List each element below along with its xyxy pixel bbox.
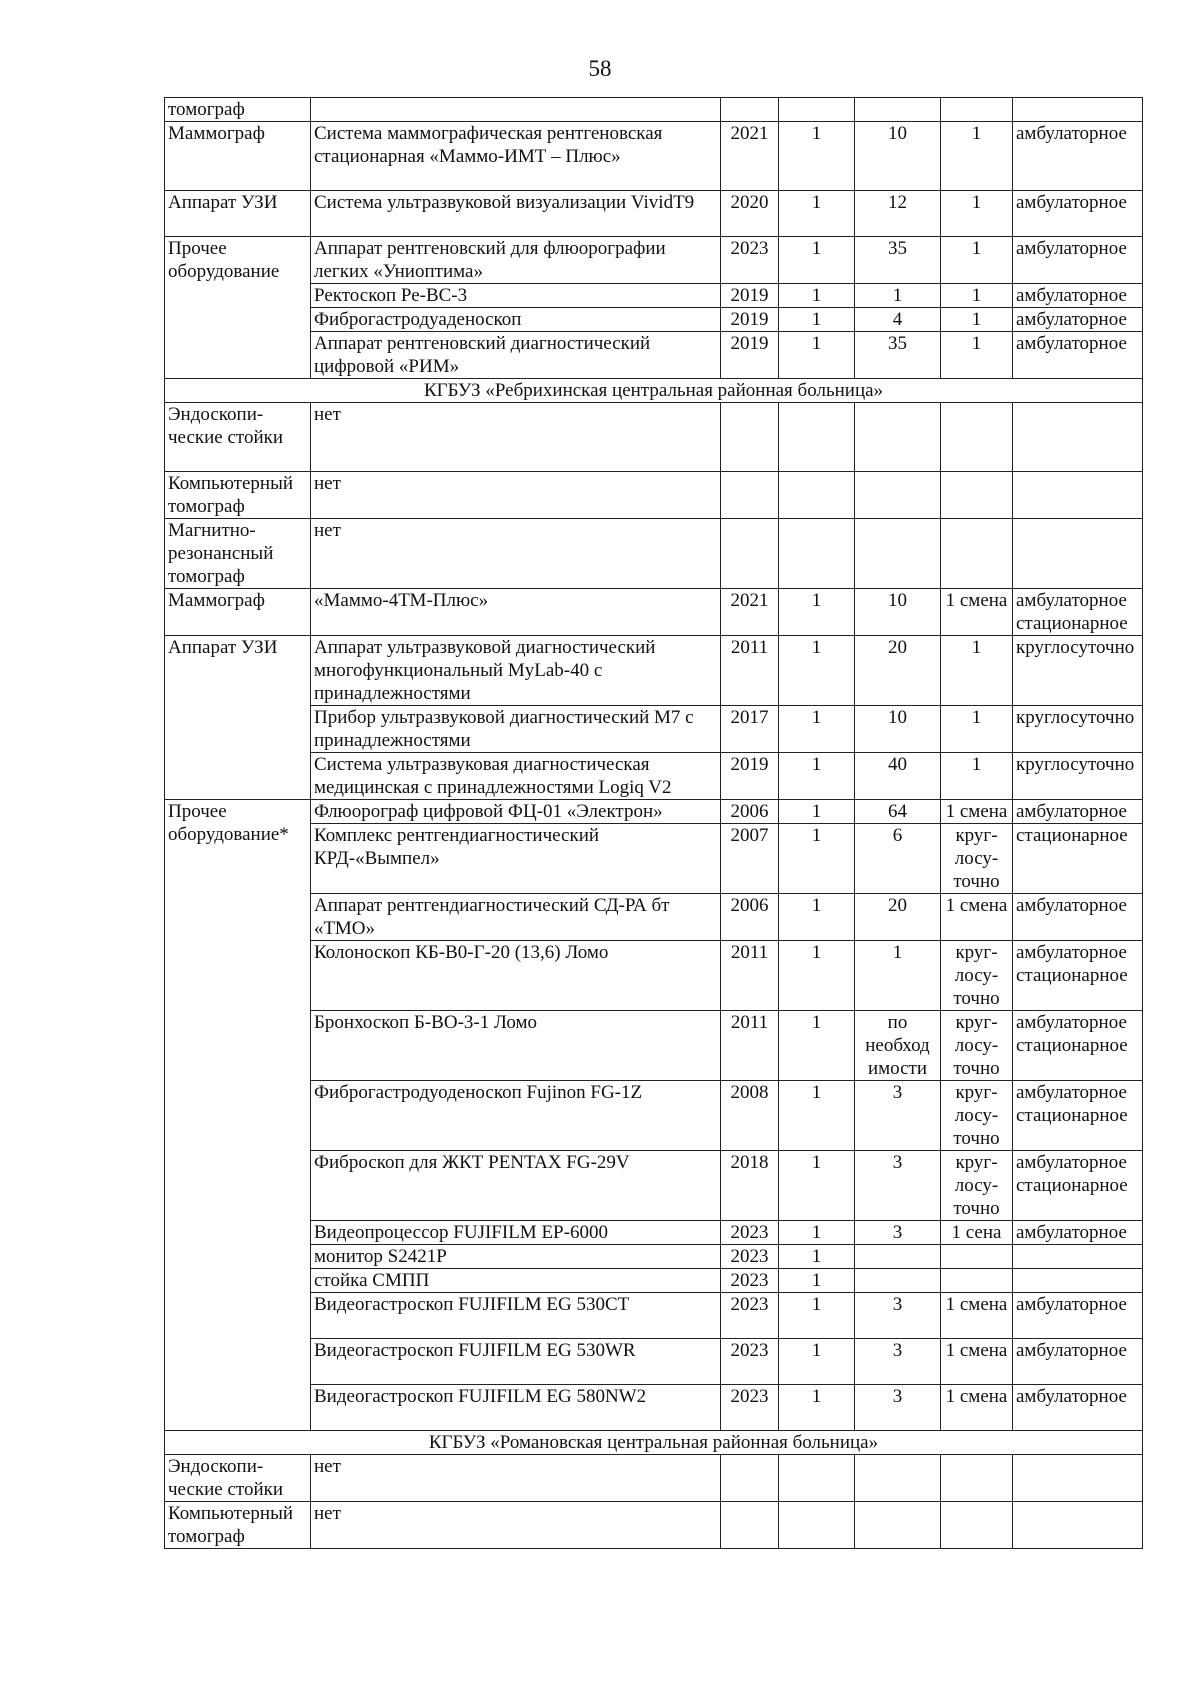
quantity-cell <box>779 1455 855 1502</box>
table-row <box>165 636 1143 706</box>
load-cell <box>855 1245 941 1269</box>
category-cell: Прочее оборудование <box>165 237 311 379</box>
table-row <box>165 941 1143 1011</box>
quantity-cell <box>779 519 855 589</box>
table-row <box>165 237 1143 284</box>
year-cell: 2007 <box>721 824 779 894</box>
category-cell: Маммограф <box>165 589 311 636</box>
equipment-name-cell: Система маммографическая рентгеновская стационарная «Маммо-ИМТ – Плюс» <box>311 122 721 191</box>
table-row <box>165 1221 1143 1245</box>
mode-cell <box>1013 1455 1143 1502</box>
table-row <box>165 519 1143 589</box>
table-row <box>165 1339 1143 1385</box>
table-row <box>165 1293 1143 1339</box>
equipment-name-cell: нет <box>311 472 721 519</box>
section-heading-row <box>165 1431 1143 1455</box>
table-row <box>165 191 1143 237</box>
equipment-name-cell: Фиброгастродуоденоскоп Fujinon FG-1Z <box>311 1081 721 1151</box>
year-cell: 2021 <box>721 589 779 636</box>
shifts-cell: 1 <box>941 332 1013 379</box>
year-cell: 2017 <box>721 706 779 753</box>
equipment-name-cell: Аппарат ультразвуковой диагностический многофункциональный MyLab-40 с принадлежностями <box>311 636 721 706</box>
year-cell: 2023 <box>721 1245 779 1269</box>
table-row <box>165 1269 1143 1293</box>
quantity-cell: 1 <box>779 753 855 800</box>
shifts-cell: круг-лосу-точно <box>941 824 1013 894</box>
quantity-cell: 1 <box>779 237 855 284</box>
year-cell: 2023 <box>721 1339 779 1385</box>
mode-cell <box>1013 1269 1143 1293</box>
mode-cell: круглосуточно <box>1013 636 1143 706</box>
category-cell: Аппарат УЗИ <box>165 636 311 800</box>
shifts-cell: 1 <box>941 706 1013 753</box>
load-cell: 10 <box>855 706 941 753</box>
load-cell: 64 <box>855 800 941 824</box>
equipment-name-cell: Видеогастроскоп FUJIFILM EG 580NW2 <box>311 1385 721 1431</box>
quantity-cell: 1 <box>779 894 855 941</box>
year-cell: 2019 <box>721 308 779 332</box>
table-row <box>165 1502 1143 1549</box>
equipment-name-cell: Фиброскоп для ЖКТ PENTAX FG-29V <box>311 1151 721 1221</box>
table-row <box>165 1455 1143 1502</box>
section-heading-row <box>165 379 1143 403</box>
year-cell: 2023 <box>721 1293 779 1339</box>
mode-cell: круглосуточно <box>1013 753 1143 800</box>
quantity-cell: 1 <box>779 1221 855 1245</box>
equipment-name-cell: Видеогастроскоп FUJIFILM EG 530CT <box>311 1293 721 1339</box>
quantity-cell: 1 <box>779 589 855 636</box>
load-cell: 1 <box>855 941 941 1011</box>
mode-cell: амбулаторное <box>1013 1385 1143 1431</box>
mode-cell: стационарное <box>1013 824 1143 894</box>
mode-cell <box>1013 98 1143 122</box>
quantity-cell <box>779 1502 855 1549</box>
shifts-cell: круг-лосу-точно <box>941 941 1013 1011</box>
mode-cell <box>1013 1245 1143 1269</box>
equipment-name-cell: Фиброгастродуаденоскоп <box>311 308 721 332</box>
equipment-name-cell: Аппарат рентгендиагностический СД-РА бт «ТМО» <box>311 894 721 941</box>
load-cell: 3 <box>855 1221 941 1245</box>
mode-cell <box>1013 472 1143 519</box>
load-cell: по необход имости <box>855 1011 941 1081</box>
shifts-cell: 1 <box>941 237 1013 284</box>
equipment-name-cell: Видеогастроскоп FUJIFILM EG 530WR <box>311 1339 721 1385</box>
mode-cell: амбулаторное стационарное <box>1013 589 1143 636</box>
shifts-cell <box>941 519 1013 589</box>
year-cell: 2023 <box>721 1221 779 1245</box>
load-cell: 6 <box>855 824 941 894</box>
page-number: 58 <box>588 56 612 81</box>
year-cell: 2011 <box>721 1011 779 1081</box>
load-cell <box>855 1269 941 1293</box>
equipment-table <box>164 97 1143 1549</box>
mode-cell: амбулаторное стационарное <box>1013 1011 1143 1081</box>
table-row <box>165 332 1143 379</box>
quantity-cell <box>779 472 855 519</box>
category-cell: Магнитно-резонансный томограф <box>165 519 311 589</box>
equipment-name-cell: Аппарат рентгеновский для флюорографии легких «Униоптима» <box>311 237 721 284</box>
quantity-cell: 1 <box>779 191 855 237</box>
shifts-cell <box>941 472 1013 519</box>
year-cell <box>721 1455 779 1502</box>
quantity-cell <box>779 98 855 122</box>
load-cell <box>855 98 941 122</box>
shifts-cell: круг-лосу-точно <box>941 1011 1013 1081</box>
table-row <box>165 800 1143 824</box>
shifts-cell: 1 смена <box>941 1385 1013 1431</box>
shifts-cell: 1 смена <box>941 894 1013 941</box>
table-row <box>165 753 1143 800</box>
quantity-cell: 1 <box>779 800 855 824</box>
quantity-cell: 1 <box>779 1081 855 1151</box>
category-cell: томограф <box>165 98 311 122</box>
shifts-cell <box>941 98 1013 122</box>
mode-cell: амбулаторное <box>1013 284 1143 308</box>
quantity-cell: 1 <box>779 1245 855 1269</box>
year-cell: 2006 <box>721 800 779 824</box>
mode-cell: амбулаторное <box>1013 1293 1143 1339</box>
shifts-cell: 1 <box>941 753 1013 800</box>
load-cell: 3 <box>855 1385 941 1431</box>
table-row <box>165 122 1143 191</box>
load-cell: 3 <box>855 1293 941 1339</box>
quantity-cell: 1 <box>779 941 855 1011</box>
quantity-cell: 1 <box>779 1385 855 1431</box>
category-cell: Компьютерный томограф <box>165 472 311 519</box>
quantity-cell: 1 <box>779 824 855 894</box>
year-cell: 2023 <box>721 1269 779 1293</box>
section-heading: КГБУЗ «Романовская центральная районная больница» <box>165 1431 1143 1455</box>
year-cell: 2023 <box>721 237 779 284</box>
equipment-name-cell <box>311 98 721 122</box>
shifts-cell: 1 <box>941 636 1013 706</box>
shifts-cell: 1 смена <box>941 800 1013 824</box>
year-cell: 2008 <box>721 1081 779 1151</box>
equipment-name-cell: Флюорограф цифровой ФЦ-01 «Электрон» <box>311 800 721 824</box>
load-cell: 35 <box>855 332 941 379</box>
mode-cell <box>1013 403 1143 472</box>
table-row <box>165 1011 1143 1081</box>
year-cell: 2023 <box>721 1385 779 1431</box>
shifts-cell <box>941 1269 1013 1293</box>
year-cell: 2019 <box>721 284 779 308</box>
load-cell: 10 <box>855 122 941 191</box>
load-cell: 12 <box>855 191 941 237</box>
year-cell: 2011 <box>721 941 779 1011</box>
load-cell: 10 <box>855 589 941 636</box>
equipment-name-cell: Ректоскоп Ре-ВС-3 <box>311 284 721 308</box>
table-row <box>165 1385 1143 1431</box>
mode-cell: амбулаторное <box>1013 332 1143 379</box>
equipment-name-cell: Система ультразвуковая диагностическая медицинская с принадлежностями Logiq V2 <box>311 753 721 800</box>
year-cell <box>721 472 779 519</box>
category-cell: Прочее оборудование* <box>165 800 311 1431</box>
year-cell <box>721 1502 779 1549</box>
table-row <box>165 824 1143 894</box>
load-cell: 4 <box>855 308 941 332</box>
equipment-name-cell: Комплекс рентгендиагностический КРД-«Вымпел» <box>311 824 721 894</box>
table-row <box>165 284 1143 308</box>
category-cell: Маммограф <box>165 122 311 191</box>
mode-cell <box>1013 519 1143 589</box>
year-cell: 2006 <box>721 894 779 941</box>
table-row <box>165 98 1143 122</box>
quantity-cell: 1 <box>779 284 855 308</box>
year-cell: 2018 <box>721 1151 779 1221</box>
mode-cell: амбулаторное <box>1013 1339 1143 1385</box>
table-row <box>165 1081 1143 1151</box>
load-cell: 3 <box>855 1151 941 1221</box>
mode-cell: амбулаторное <box>1013 122 1143 191</box>
shifts-cell: 1 смена <box>941 1293 1013 1339</box>
quantity-cell: 1 <box>779 1293 855 1339</box>
load-cell <box>855 1502 941 1549</box>
equipment-name-cell: Бронхоскоп Б-ВО-3-1 Ломо <box>311 1011 721 1081</box>
quantity-cell: 1 <box>779 122 855 191</box>
equipment-name-cell: «Маммо-4ТМ-Плюс» <box>311 589 721 636</box>
year-cell: 2019 <box>721 332 779 379</box>
shifts-cell: круг-лосу-точно <box>941 1081 1013 1151</box>
shifts-cell: 1 сена <box>941 1221 1013 1245</box>
equipment-name-cell: Система ультразвуковой визуализации VividT9 <box>311 191 721 237</box>
equipment-name-cell: стойка СМПП <box>311 1269 721 1293</box>
load-cell: 3 <box>855 1339 941 1385</box>
load-cell: 40 <box>855 753 941 800</box>
quantity-cell: 1 <box>779 706 855 753</box>
category-cell: Эндоскопи-ческие стойки <box>165 403 311 472</box>
load-cell: 20 <box>855 894 941 941</box>
load-cell <box>855 1455 941 1502</box>
mode-cell: амбулаторное стационарное <box>1013 941 1143 1011</box>
section-heading: КГБУЗ «Ребрихинская центральная районная больница» <box>165 379 1143 403</box>
load-cell: 20 <box>855 636 941 706</box>
mode-cell: амбулаторное стационарное <box>1013 1151 1143 1221</box>
table-row <box>165 403 1143 472</box>
equipment-name-cell: монитор S2421P <box>311 1245 721 1269</box>
category-cell: Компьютерный томограф <box>165 1502 311 1549</box>
year-cell <box>721 98 779 122</box>
shifts-cell: 1 <box>941 122 1013 191</box>
equipment-name-cell: Видеопроцессор FUJIFILM EP-6000 <box>311 1221 721 1245</box>
shifts-cell: 1 смена <box>941 589 1013 636</box>
quantity-cell <box>779 403 855 472</box>
equipment-name-cell: нет <box>311 403 721 472</box>
shifts-cell: 1 <box>941 284 1013 308</box>
table-row <box>165 1245 1143 1269</box>
shifts-cell: круг-лосу-точно <box>941 1151 1013 1221</box>
year-cell <box>721 519 779 589</box>
mode-cell <box>1013 1502 1143 1549</box>
quantity-cell: 1 <box>779 308 855 332</box>
equipment-name-cell: Аппарат рентгеновский диагностический цифровой «РИМ» <box>311 332 721 379</box>
load-cell: 1 <box>855 284 941 308</box>
equipment-name-cell: Колоноскоп КБ-В0-Г-20 (13,6) Ломо <box>311 941 721 1011</box>
mode-cell: амбулаторное <box>1013 800 1143 824</box>
equipment-name-cell: нет <box>311 519 721 589</box>
year-cell: 2019 <box>721 753 779 800</box>
year-cell: 2011 <box>721 636 779 706</box>
equipment-name-cell: Прибор ультразвуковой диагностический M7 с принадлежностями <box>311 706 721 753</box>
quantity-cell: 1 <box>779 1269 855 1293</box>
quantity-cell: 1 <box>779 332 855 379</box>
shifts-cell: 1 смена <box>941 1339 1013 1385</box>
year-cell <box>721 403 779 472</box>
table-row <box>165 308 1143 332</box>
quantity-cell: 1 <box>779 636 855 706</box>
table-row <box>165 1151 1143 1221</box>
equipment-name-cell: нет <box>311 1502 721 1549</box>
load-cell <box>855 472 941 519</box>
table-row <box>165 706 1143 753</box>
mode-cell: амбулаторное стационарное <box>1013 1081 1143 1151</box>
category-cell: Эндоскопи-ческие стойки <box>165 1455 311 1502</box>
shifts-cell: 1 <box>941 308 1013 332</box>
quantity-cell: 1 <box>779 1011 855 1081</box>
mode-cell: амбулаторное <box>1013 308 1143 332</box>
mode-cell: амбулаторное <box>1013 1221 1143 1245</box>
mode-cell: амбулаторное <box>1013 191 1143 237</box>
shifts-cell <box>941 1455 1013 1502</box>
mode-cell: амбулаторное <box>1013 237 1143 284</box>
table-row <box>165 472 1143 519</box>
quantity-cell: 1 <box>779 1151 855 1221</box>
year-cell: 2021 <box>721 122 779 191</box>
shifts-cell <box>941 1502 1013 1549</box>
load-cell: 35 <box>855 237 941 284</box>
table-row <box>165 589 1143 636</box>
equipment-name-cell: нет <box>311 1455 721 1502</box>
load-cell: 3 <box>855 1081 941 1151</box>
category-cell: Аппарат УЗИ <box>165 191 311 237</box>
year-cell: 2020 <box>721 191 779 237</box>
mode-cell: круглосуточно <box>1013 706 1143 753</box>
shifts-cell <box>941 403 1013 472</box>
table-row <box>165 894 1143 941</box>
quantity-cell: 1 <box>779 1339 855 1385</box>
shifts-cell: 1 <box>941 191 1013 237</box>
load-cell <box>855 403 941 472</box>
mode-cell: амбулаторное <box>1013 894 1143 941</box>
load-cell <box>855 519 941 589</box>
shifts-cell <box>941 1245 1013 1269</box>
